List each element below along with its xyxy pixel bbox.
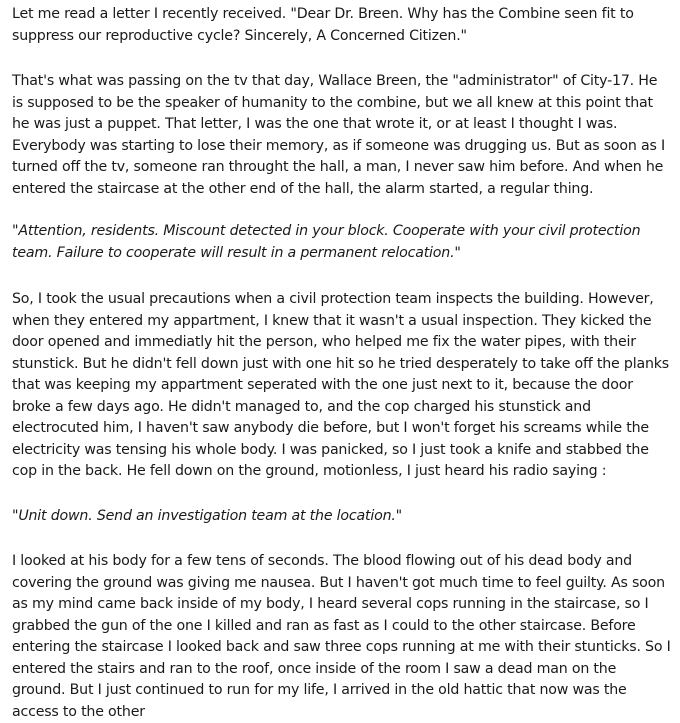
quote-attention-residents: "Attention, residents. Miscount detected in your block. Cooperate with your civil protection team. Failure to cooperate will result in a permanent relocation." (12, 223, 641, 261)
paragraph-tv-broadcast: That's what was passing on the tv that day, Wallace Breen, the "administrator" of City-17. He is supposed to be the speaker of humanity to the combine, but we all knew at this point that he was just a puppet. That letter, I was the one that wrote it, or at least I thought I was. Everybody was starting to lose their memory, as if someone was drugging us. But as soon as I turned off the tv, someone ran throught the hall, a man, I never saw him before. And when he entered the staircase at the other end of the hall, the alarm started, a regular thing. (12, 73, 665, 197)
paragraph-escape: I looked at his body for a few tens of seconds. The blood flowing out of his dead body and covering the ground was giving me nausea. But I haven't got much time to feel guilty. As soon as my mind came back inside of my body, I heard several cops running in the staircase, so I grabbed the gun of the one I killed and ran as fast as I could to the other staircase. Before entering the staircase I looked back and saw three cops running at me with their stunticks. So I entered the stairs and ran to the roof, once inside of the room I saw a dead man on the ground. But I just continued to run for my life, I arrived in the old hattic that now was the access to the other (12, 553, 671, 720)
paragraph-breen-letter: Let me read a letter I recently received. "Dear Dr. Breen. Why has the Combine seen fit to suppress our reproductive cycle? Sincerely, A Concerned Citizen." (12, 6, 634, 44)
paragraph-inspection: So, I took the usual precautions when a civil protection team inspects the building. However, when they entered my appartment, I knew that it wasn't a usual inspection. They kicked the door opened and immediatly hit the person, who helped me fix the water pipes, with their stunstick. But he didn't fell down just with one hit so he tried desperately to take off the planks that was keeping my appartment seperated with the one just next to it, because the door broke a few days ago. He didn't managed to, and the cop charged his stunstick and electrocuted him, I haven't saw anybody die before, but I won't forget his screams while the electricity was tensing his whole body. I was panicked, so I just took a knife and stabbed the cop in the back. He fell down on the ground, motionless, I just heard his radio saying : (12, 291, 669, 479)
quote-unit-down: "Unit down. Send an investigation team at the location." (12, 508, 402, 524)
